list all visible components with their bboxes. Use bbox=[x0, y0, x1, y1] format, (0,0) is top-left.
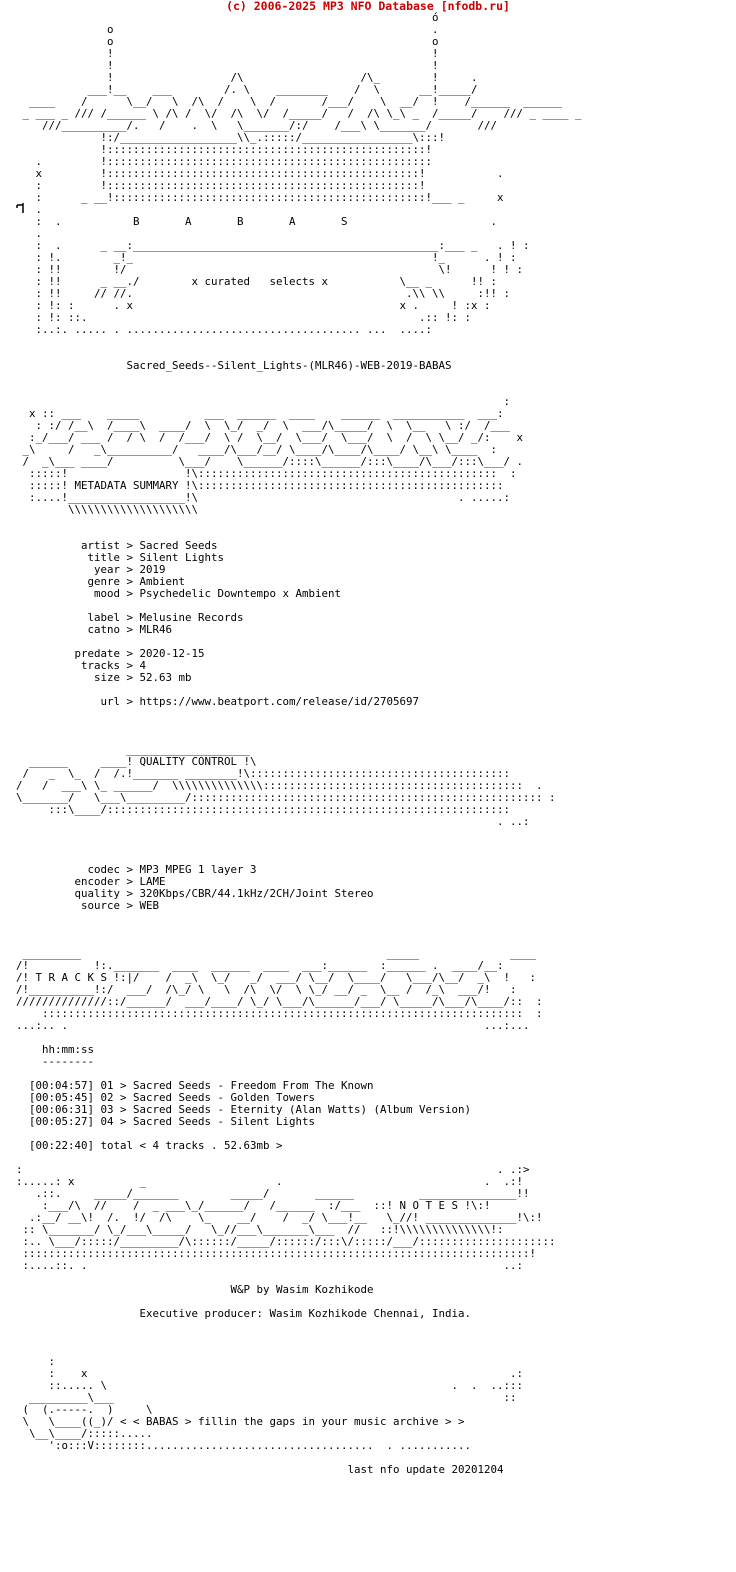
nfo-line bbox=[0, 1068, 736, 1080]
nfo-line bbox=[0, 936, 736, 948]
nfo-line bbox=[0, 1296, 736, 1308]
nfo-line: ____ / \__/ \ /\ / \ / /___/ \ __/ ! /______ ______ bbox=[16, 96, 563, 108]
nfo-line bbox=[0, 384, 736, 396]
nfo-line: : !. _!_ !_ . ! : bbox=[16, 252, 517, 264]
nfo-line: ::..... \ . . ..::: bbox=[16, 1380, 524, 1392]
nfo-line: :: \_______/ \_/___\_____/ \_//___\_______\___ // ::!\\\\\\\\\\\\\\!: bbox=[16, 1224, 504, 1236]
nfo-line bbox=[0, 1128, 736, 1140]
nfo-line: : !: ::. .:: !: : bbox=[16, 312, 472, 324]
nfo-line bbox=[0, 1344, 736, 1356]
nfo-line bbox=[0, 840, 736, 852]
nfo-line: : _ __!::::::::::::::::::::::::::::::::::::::::::::::::!___ _ x bbox=[16, 192, 504, 204]
nfo-line: : . B A B A S . bbox=[16, 216, 498, 228]
nfo-line: / _ \_ / /.!_______ ________!\:::::::::::::::::::::::::::::::::::::::: bbox=[16, 768, 511, 780]
nfo-line: : . .:> bbox=[16, 1164, 530, 1176]
nfo-line: . ..: bbox=[16, 816, 530, 828]
nfo-line: label > Melusine Records bbox=[16, 612, 244, 624]
nfo-line: ':o:::V::::::::................................... . ........... bbox=[16, 1440, 472, 1452]
nfo-line: title > Silent Lights bbox=[16, 552, 225, 564]
nfo-line: / _\___ ____/ \___/ \______/::::\______/:::\____/\___/:::\___/ . bbox=[16, 456, 524, 468]
nfo-line bbox=[0, 720, 736, 732]
nfo-line: last nfo update 20201204 bbox=[16, 1464, 504, 1476]
nfo-line bbox=[0, 636, 736, 648]
nfo-line: /!__________!:/ ___/ /\_/ \ \ /\ \/ \ \_/ __/ _ \__ / /_\ ___/! : bbox=[16, 984, 517, 996]
nfo-line: _________\___ :: bbox=[16, 1392, 517, 1404]
nfo-line: : x .: bbox=[16, 1368, 524, 1380]
nfo-line: _________ _____ ____ bbox=[16, 948, 550, 960]
nfo-line: year > 2019 bbox=[16, 564, 166, 576]
nfo-line: . bbox=[16, 204, 43, 216]
nfo-line: : bbox=[16, 396, 511, 408]
nfo-line: size > 52.63 mb bbox=[16, 672, 192, 684]
nfo-line: catno > MLR46 bbox=[16, 624, 173, 636]
nfo-line bbox=[0, 1320, 736, 1332]
nfo-line: !:::::::::::::::::::::::::::::::::::::::::::::::::! bbox=[16, 144, 433, 156]
nfo-line: [00:22:40] total < 4 tracks . 52.63mb > bbox=[16, 1140, 283, 1152]
nfo-line bbox=[0, 348, 736, 360]
nfo-line bbox=[0, 1032, 736, 1044]
nfo-line: hh:mm:ss bbox=[16, 1044, 95, 1056]
nfo-line: :_/___/ ___ / / \ / /___/ \ / \__/ \___/ \___/ \ / \ \__/ _/: x bbox=[16, 432, 524, 444]
nfo-line: predate > 2020-12-15 bbox=[16, 648, 205, 660]
nfo-line bbox=[0, 1152, 736, 1164]
nfo-line bbox=[0, 600, 736, 612]
nfo-line: :::::! METADATA SUMMARY !\::::::::::::::::::::::::::::::::::::::::::::::: bbox=[16, 480, 504, 492]
nfo-line: [00:06:31] 03 > Sacred Seeds - Eternity (Alan Watts) (Album Version) bbox=[16, 1104, 472, 1116]
nfo-line: Executive producer: Wasim Kozhikode Chennai, India. bbox=[16, 1308, 472, 1320]
nfo-line: ó bbox=[16, 12, 439, 24]
nfo-line: : !: : . x x . ! :x : bbox=[16, 300, 491, 312]
nfo-line bbox=[0, 1272, 736, 1284]
nfo-line: ! /\ /\_ ! . bbox=[16, 72, 478, 84]
nfo-line: . !:::::::::::::::::::::::::::::::::::::::::::::::::: bbox=[16, 156, 433, 168]
nfo-line: : !::::::::::::::::::::::::::::::::::::::::::::::::! bbox=[16, 180, 426, 192]
nfo-line: \\\\\\\\\\\\\\\\\\\\ bbox=[16, 504, 199, 516]
nfo-line bbox=[0, 372, 736, 384]
nfo-line bbox=[0, 516, 736, 528]
nfo-line: .::. _____/_______ _____/ ______ _______________!! bbox=[16, 1188, 530, 1200]
nfo-line: W&P by Wasim Kozhikode bbox=[16, 1284, 374, 1296]
nfo-line: : !! _ __./ x curated selects x \__ _ !! : bbox=[16, 276, 498, 288]
nfo-line: ( (.-----. ) \ bbox=[16, 1404, 153, 1416]
nfo-line: ___!__ ___ /. \ ________ / \ __!_____/ bbox=[16, 84, 478, 96]
nfo-line: //////////////::/______/ ___/____/ \_/ \___/\______/___/ \_____/\___/\____/:: : bbox=[16, 996, 543, 1008]
nfo-line: \ \____((_)/ < < BABAS > fillin the gaps in your music archive > > bbox=[16, 1416, 465, 1428]
nfo-line: ! ! bbox=[16, 60, 439, 72]
nfo-text-body bbox=[0, 12, 736, 1476]
nfo-line: : !! // //. .\\ \\ :!! : bbox=[16, 288, 511, 300]
nfo-line: /! !:._______ ____ ______ ____ ___:______ :______ . ____/__: bbox=[16, 960, 504, 972]
nfo-line: :....!__________________!\ . .....: bbox=[16, 492, 511, 504]
nfo-line: .:__/ __\! /. !/ /\ \_ __/ / _/ \___!__ \_//! ______________!\:! bbox=[16, 1212, 543, 1224]
nfo-line: :.....: x _ . . .:! bbox=[16, 1176, 524, 1188]
nfo-line: \_______/ \___\_________/:::::::::::::::::::::::::::::::::::::::::::::::::::::: : bbox=[16, 792, 556, 804]
nfo-line: :....::. . ..: bbox=[16, 1260, 524, 1272]
nfo-line: /! T R A C K S !:|/ / _\ \_/ _/ ___/ \__/ \____/ \___/\__/ _\ ! : bbox=[16, 972, 537, 984]
nfo-line: : :/ /__\ /____\ ____/ \ \_/ _/ \ ___/\_____/ \ \__ \ :/ /___ bbox=[16, 420, 511, 432]
nfo-line: _\ / _\__________/ ____/\___/__/ \____/\____/\____/ \__\ \____ : bbox=[16, 444, 498, 456]
nfo-line: ...:.. . ...:... bbox=[16, 1020, 530, 1032]
nfo-line: ___________________ bbox=[16, 744, 251, 756]
nfo-line: \__\____/:::::..... bbox=[16, 1428, 153, 1440]
nfo-line: :::::! !\:::::::::::::::::::::::::::::::::::::::::::::: : bbox=[16, 468, 517, 480]
nfo-line: [00:05:45] 02 > Sacred Seeds - Golden Towers bbox=[16, 1092, 316, 1104]
nfo-line: artist > Sacred Seeds bbox=[16, 540, 218, 552]
nfo-line bbox=[0, 528, 736, 540]
nfo-line: . bbox=[16, 228, 43, 240]
nfo-line bbox=[0, 852, 736, 864]
nfo-line: encoder > LAME bbox=[16, 876, 166, 888]
nfo-line: :::::::::::::::::::::::::::::::::::::::::::::::::::::::::::::::::::::::::: : bbox=[16, 1008, 543, 1020]
nfo-line: :..:. ..... . .................................... ... ....: bbox=[16, 324, 433, 336]
nfo-line: :.. \___/:::::/_________/\::::::/_____/::::::/:::\/:::::/___/::::::::::::::::::::: bbox=[16, 1236, 556, 1248]
nfo-line: ::::::::::::::::::::::::::::::::::::::::::::::::::::::::::::::::::::::::::::::! bbox=[16, 1248, 537, 1260]
nfo-line bbox=[0, 684, 736, 696]
nfo-line: source > WEB bbox=[16, 900, 160, 912]
site-header[interactable]: (c) 2006-2025 MP3 NFO Database [nfodb.ru] bbox=[226, 0, 510, 13]
nfo-line: o o bbox=[16, 36, 439, 48]
nfo-line bbox=[0, 732, 736, 744]
nfo-line bbox=[0, 1452, 736, 1464]
nfo-line bbox=[0, 708, 736, 720]
nfo-line: codec > MP3 MPEG 1 layer 3 bbox=[16, 864, 257, 876]
nfo-line bbox=[0, 1332, 736, 1344]
nfo-line bbox=[0, 828, 736, 840]
nfo-line: tracks > 4 bbox=[16, 660, 147, 672]
nfo-line: ______ ____! QUALITY CONTROL !\ bbox=[16, 756, 257, 768]
nfo-line: genre > Ambient bbox=[16, 576, 186, 588]
nfo-line: ///__________/. / . \ \_______/:/ /___\ \_______/ /// bbox=[16, 120, 498, 132]
nfo-line: ! ! bbox=[16, 48, 439, 60]
nfo-line: : !! !/ \! ! ! : bbox=[16, 264, 524, 276]
nfo-line bbox=[0, 924, 736, 936]
nfo-line: [00:04:57] 01 > Sacred Seeds - Freedom From The Known bbox=[16, 1080, 374, 1092]
nfo-line: url > https://www.beatport.com/release/id/2705697 bbox=[16, 696, 420, 708]
nfo-line bbox=[0, 912, 736, 924]
release-name: Sacred_Seeds--Silent_Lights-(MLR46)-WEB-2019-BABAS bbox=[16, 360, 452, 372]
nfo-line: :___/\ // / _ ___\_/______/ /______ :/___ ::! N O T E S !\:! bbox=[16, 1200, 491, 1212]
nfo-line: -------- bbox=[16, 1056, 95, 1068]
nfo-line: quality > 320Kbps/CBR/44.1kHz/2CH/Joint Stereo bbox=[16, 888, 374, 900]
nfo-line: x !::::::::::::::::::::::::::::::::::::::::::::::::! . bbox=[16, 168, 504, 180]
nfo-line: x :: ___ _____ ___ ______ ____ ______ ___________ ___: bbox=[16, 408, 504, 420]
nfo-line: : bbox=[16, 1356, 56, 1368]
nfo-line: :::\____/:::::::::::::::::::::::::::::::::::::::::::::::::::::::::::::: bbox=[16, 804, 511, 816]
nfo-line: o . bbox=[16, 24, 439, 36]
nfo-line: / / ___\ \_ ______/ \\\\\\\\\\\\\\:::::::::::::::::::::::::::::::::::::::: . bbox=[16, 780, 543, 792]
nfo-line bbox=[0, 336, 736, 348]
nfo-line: !:/__________________\\_.:::::/_________________\:::! bbox=[16, 132, 446, 144]
nfo-line: mood > Psychedelic Downtempo x Ambient bbox=[16, 588, 342, 600]
nfo-line: _ ___ _ /// /______ \ /\ / \/ /\ \/ /_____/ / /\ \_\ _ /_____/ /// _ ____ _ bbox=[16, 108, 582, 120]
nfo-line: [00:05:27] 04 > Sacred Seeds - Silent Lights bbox=[16, 1116, 316, 1128]
nfo-line: : . _ __:_______________________________________________:___ _ . ! : bbox=[16, 240, 530, 252]
